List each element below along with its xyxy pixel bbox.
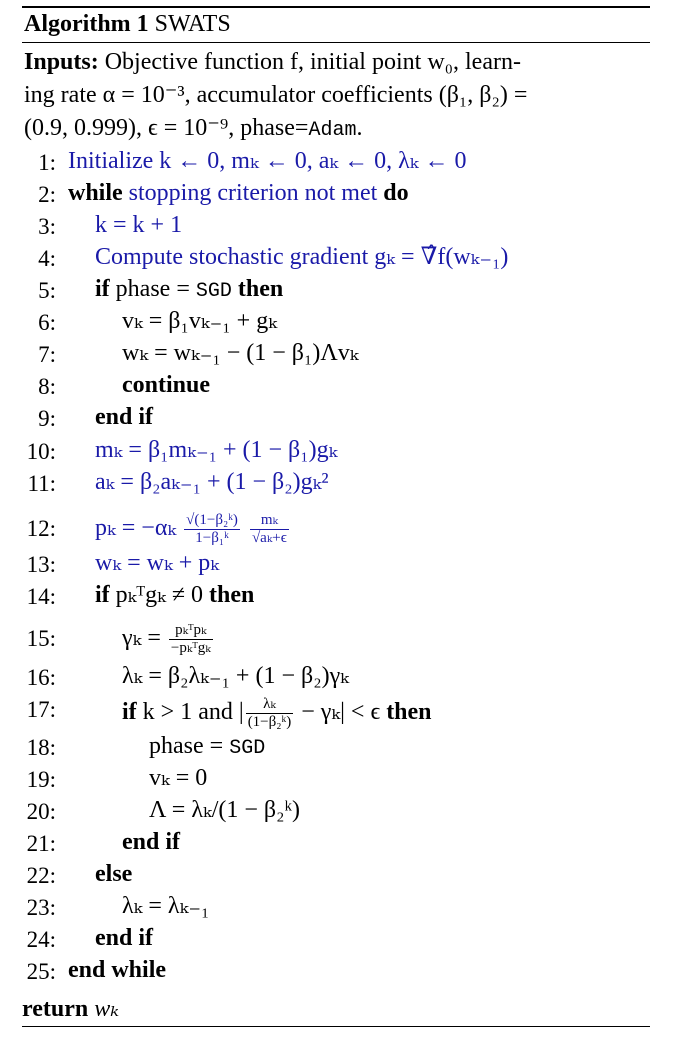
- line-number: 18:: [26, 735, 56, 760]
- fraction-numerator: pₖᵀpₖ: [169, 622, 213, 640]
- algorithm-label: Algorithm 1: [24, 11, 149, 37]
- step-increment-k: k = k + 1: [95, 212, 183, 238]
- switch-condition-tail: − γₖ| < ϵ: [301, 699, 381, 725]
- step-initialize: Initialize k ← 0, mₖ ← 0, aₖ ← 0, λₖ ← 0: [68, 148, 467, 174]
- line-number: 6:: [38, 310, 56, 335]
- step-while: [68, 180, 409, 206]
- keyword-then: then: [209, 582, 255, 608]
- bottom-rule: [22, 1026, 650, 1027]
- line-number: 17:: [26, 697, 56, 722]
- step-gamma: [122, 610, 215, 666]
- step-if-switch: [122, 690, 432, 734]
- line-number: 19:: [26, 767, 56, 792]
- line-number: 22:: [26, 863, 56, 888]
- inputs-text-3: (0.9, 0.999), ϵ = 10⁻⁹, phase=: [24, 115, 309, 141]
- line-number: 21:: [26, 831, 56, 856]
- abs-open: |: [238, 699, 244, 725]
- keyword-if: if: [95, 582, 110, 608]
- inputs-text-1: Objective function f, initial point w₀, learn-: [104, 49, 521, 75]
- inputs-line-2: ing rate α = 10⁻³, accumulator coefficients (β₁, β₂) =: [24, 82, 528, 108]
- line-number: 20:: [26, 799, 56, 824]
- projection-condition: pₖᵀgₖ ≠ 0: [115, 582, 204, 608]
- inputs-label: Inputs:: [24, 49, 99, 75]
- step-end-if: end if: [95, 925, 154, 951]
- step-set-learning-rate: Λ = λₖ/(1 − β₂ᵏ): [149, 797, 301, 823]
- line-number: 15:: [26, 626, 56, 651]
- inputs-period: .: [356, 115, 363, 141]
- line-number: 9:: [38, 406, 56, 431]
- line-number: 12:: [26, 516, 56, 541]
- return-value: wₖ: [94, 996, 119, 1022]
- adam-ratio-fraction: [250, 512, 289, 547]
- fraction-numerator: λₖ: [246, 696, 294, 714]
- bias-correction-fraction: [184, 512, 240, 547]
- keyword-while: while: [68, 180, 123, 206]
- fraction-denominator: −pₖᵀgₖ: [170, 639, 211, 656]
- step-set-phase-sgd: [149, 733, 265, 762]
- step-first-moment: mₖ = β₁mₖ₋₁ + (1 − β₁)gₖ: [95, 437, 338, 463]
- step-sgd-velocity: vₖ = β₁vₖ₋₁ + gₖ: [122, 308, 277, 334]
- inputs-block: [24, 46, 650, 147]
- step-lambda-carry: λₖ = λₖ₋₁: [122, 893, 210, 919]
- phase-value: SGD: [195, 280, 232, 303]
- step-end-if: end if: [122, 829, 181, 855]
- caption-rule: [22, 42, 650, 43]
- fraction-numerator: mₖ: [250, 512, 289, 530]
- line-number: 16:: [26, 665, 56, 690]
- phase-value: SGD: [229, 737, 266, 760]
- line-number: 13:: [26, 552, 56, 577]
- line-number: 3:: [38, 214, 56, 239]
- step-else: else: [95, 861, 133, 887]
- step-if-projection: [95, 582, 254, 608]
- return-line: [22, 996, 119, 1022]
- algorithm-caption: [24, 10, 231, 38]
- direction-lhs: pₖ = −αₖ: [95, 515, 177, 541]
- line-number: 14:: [26, 584, 56, 609]
- step-second-moment: aₖ = β₂aₖ₋₁ + (1 − β₂)gₖ²: [95, 469, 329, 495]
- gradient-math: gₖ = ∇̂f(wₖ₋₁): [374, 244, 509, 270]
- line-number: 24:: [26, 927, 56, 952]
- inputs-phase-value: Adam: [308, 119, 357, 142]
- keyword-if: if: [95, 276, 110, 302]
- fraction-denominator: √aₖ+ϵ: [251, 529, 287, 546]
- phase-text: phase =: [149, 733, 224, 759]
- fraction-denominator: (1−β₂ᵏ): [247, 713, 292, 730]
- step-adam-update: wₖ = wₖ + pₖ: [95, 550, 219, 576]
- line-number: 10:: [26, 439, 56, 464]
- while-condition: stopping criterion not met: [128, 180, 378, 206]
- switch-condition-k: k > 1: [142, 699, 193, 725]
- step-continue: continue: [122, 372, 211, 398]
- fraction-numerator: √(1−β₂ᵏ): [186, 511, 238, 528]
- step-sgd-update: wₖ = wₖ₋₁ − (1 − β₁)Λvₖ: [122, 340, 359, 366]
- phase-text: phase =: [115, 276, 190, 302]
- gamma-lhs: γₖ =: [122, 625, 161, 651]
- gradient-text: Compute stochastic gradient: [95, 244, 369, 270]
- keyword-then: then: [237, 276, 284, 302]
- line-number: 11:: [27, 471, 56, 496]
- step-lambda-update: λₖ = β₂λₖ₋₁ + (1 − β₂)γₖ: [122, 663, 349, 689]
- line-number: 7:: [38, 342, 56, 367]
- step-end-while: end while: [68, 957, 167, 983]
- gamma-fraction: [169, 622, 213, 657]
- line-number: 2:: [38, 182, 56, 207]
- inputs-line-1: [24, 46, 650, 79]
- keyword-and: and: [198, 699, 233, 725]
- line-number: 25:: [26, 959, 56, 984]
- keyword-return: return: [22, 996, 89, 1022]
- step-adam-direction: [95, 500, 291, 556]
- lambda-ratio-fraction: [246, 696, 294, 731]
- line-number: 8:: [38, 374, 56, 399]
- line-number: 5:: [38, 278, 56, 303]
- algorithm-name: SWATS: [154, 11, 231, 37]
- step-end-if: end if: [95, 404, 154, 430]
- fraction-denominator: 1−β₁ᵏ: [195, 529, 229, 546]
- step-compute-gradient: [95, 244, 508, 270]
- step-reset-velocity: vₖ = 0: [149, 765, 208, 791]
- keyword-do: do: [383, 180, 409, 206]
- line-number: 1:: [38, 150, 56, 175]
- keyword-if: if: [122, 699, 137, 725]
- line-number: 4:: [38, 246, 56, 271]
- line-number: 23:: [26, 895, 56, 920]
- step-if-phase-sgd: [95, 276, 283, 305]
- inputs-line-3: [24, 112, 650, 147]
- keyword-then: then: [386, 699, 432, 725]
- top-rule: [22, 6, 650, 8]
